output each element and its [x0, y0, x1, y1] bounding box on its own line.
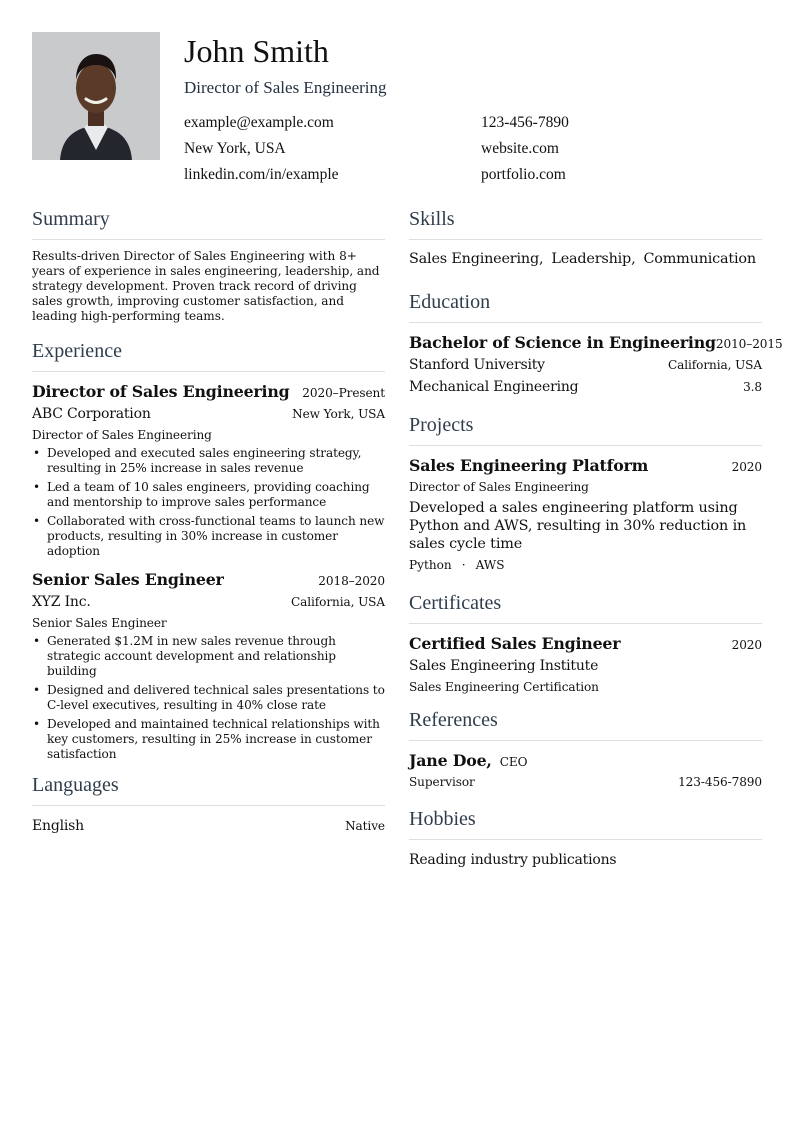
job-bullet-list	[32, 446, 385, 559]
job-bullet: • Generated $1.2M in new sales revenue through strategic account development and relationship building	[32, 634, 385, 679]
hobby-item: Reading industry publications	[409, 852, 617, 868]
education-heading: Education	[409, 289, 762, 323]
project-keywords	[409, 556, 762, 574]
summary-heading: Summary	[32, 206, 385, 240]
reference-phone[interactable]: 123-456-7890	[678, 775, 762, 789]
job-location: California, USA	[290, 595, 385, 609]
candidate-headline: Director of Sales Engineering	[184, 78, 387, 97]
job-dates: 2020–Present	[302, 386, 385, 400]
skill-item: Sales Engineering,	[409, 251, 544, 267]
certificates-heading: Certificates	[409, 590, 762, 624]
job-dates: 2018–2020	[318, 574, 385, 588]
keyword-separator: ·	[461, 558, 466, 572]
project-year: 2020	[731, 460, 762, 474]
job-bullet: • Developed and maintained technical relationships with key customers, resulting in 25% increase in customer satisfaction	[32, 717, 385, 762]
certificates-section	[409, 590, 762, 697]
candidate-name: John Smith	[184, 33, 329, 69]
references-section	[409, 707, 762, 792]
hobbies-section	[409, 806, 762, 871]
projects-heading: Projects	[409, 412, 762, 446]
right-column	[409, 206, 783, 881]
profile-photo	[32, 32, 160, 160]
job-company: ABC Corporation	[32, 406, 151, 422]
education-location: California, USA	[667, 358, 762, 372]
skills-heading: Skills	[409, 206, 762, 240]
job-position: Director of Sales Engineering	[32, 382, 290, 401]
education-field: Mechanical Engineering	[409, 379, 579, 395]
project-keyword: AWS	[475, 558, 505, 572]
job-bullet-list	[32, 634, 385, 762]
job-bullet: • Developed and executed sales engineering strategy, resulting in 25% increase in sales revenue	[32, 446, 385, 476]
phone-link[interactable]: 123-456-7890	[481, 114, 569, 131]
certificate-year: 2020	[731, 638, 762, 652]
experience-item	[32, 381, 385, 559]
experience-heading: Experience	[32, 338, 385, 372]
skills-list	[409, 249, 762, 269]
references-heading: References	[409, 707, 762, 741]
linkedin-link[interactable]: linkedin.com/in/example	[184, 166, 339, 183]
languages-section	[32, 772, 385, 837]
languages-heading: Languages	[32, 772, 385, 806]
location-text: New York, USA	[184, 140, 286, 157]
email-link[interactable]: example@example.com	[184, 114, 334, 131]
certificate-summary: Sales Engineering Certification	[409, 680, 599, 694]
job-bullet: • Designed and delivered technical sales presentations to C-level executives, resulting in 40% close rate	[32, 683, 385, 713]
left-column	[32, 206, 385, 847]
job-location: New York, USA	[292, 407, 385, 421]
website-link[interactable]: website.com	[481, 140, 559, 157]
skill-item: Leadership,	[551, 251, 636, 267]
skills-section	[409, 206, 762, 269]
reference-relation: Supervisor	[409, 775, 475, 789]
summary-text: Results-driven Director of Sales Engineering with 8+ years of experience in sales engineering, leadership, and strategy development. Proven track record of driving sales growth, improving customer satisfaction, and leading high-performing teams.	[32, 249, 380, 323]
project-keyword: Python	[409, 558, 452, 572]
job-summary: Director of Sales Engineering	[32, 428, 212, 442]
reference-name: Jane Doe,	[409, 751, 492, 770]
projects-section	[409, 412, 762, 574]
job-position: Senior Sales Engineer	[32, 570, 224, 589]
experience-section	[32, 338, 385, 762]
job-company: XYZ Inc.	[32, 594, 91, 610]
education-school: Stanford University	[409, 357, 545, 373]
skill-item: Communication	[643, 251, 756, 267]
reference-role: CEO	[499, 755, 528, 769]
language-level: Native	[345, 819, 385, 833]
education-gpa: 3.8	[743, 380, 762, 394]
education-dates: 2010–2015	[715, 337, 783, 351]
portfolio-link[interactable]: portfolio.com	[481, 166, 566, 183]
education-degree: Bachelor of Science in Engineering	[409, 333, 716, 352]
certificate-issuer: Sales Engineering Institute	[409, 658, 599, 674]
project-role: Director of Sales Engineering	[409, 480, 589, 494]
job-bullet: • Led a team of 10 sales engineers, providing coaching and mentorship to improve sales performance	[32, 480, 385, 510]
project-description: Developed a sales engineering platform using Python and AWS, resulting in 30% reduction in sales cycle time	[409, 500, 747, 552]
language-name: English	[32, 818, 84, 834]
experience-item	[32, 569, 385, 762]
hobbies-heading: Hobbies	[409, 806, 762, 840]
person-portrait-image	[32, 32, 160, 160]
job-summary: Senior Sales Engineer	[32, 616, 167, 630]
project-name: Sales Engineering Platform	[409, 456, 649, 475]
job-bullet: • Collaborated with cross-functional teams to launch new products, resulting in 30% increase in customer adoption	[32, 514, 385, 559]
summary-section	[32, 206, 385, 324]
education-section	[409, 289, 783, 398]
certificate-name: Certified Sales Engineer	[409, 634, 621, 653]
